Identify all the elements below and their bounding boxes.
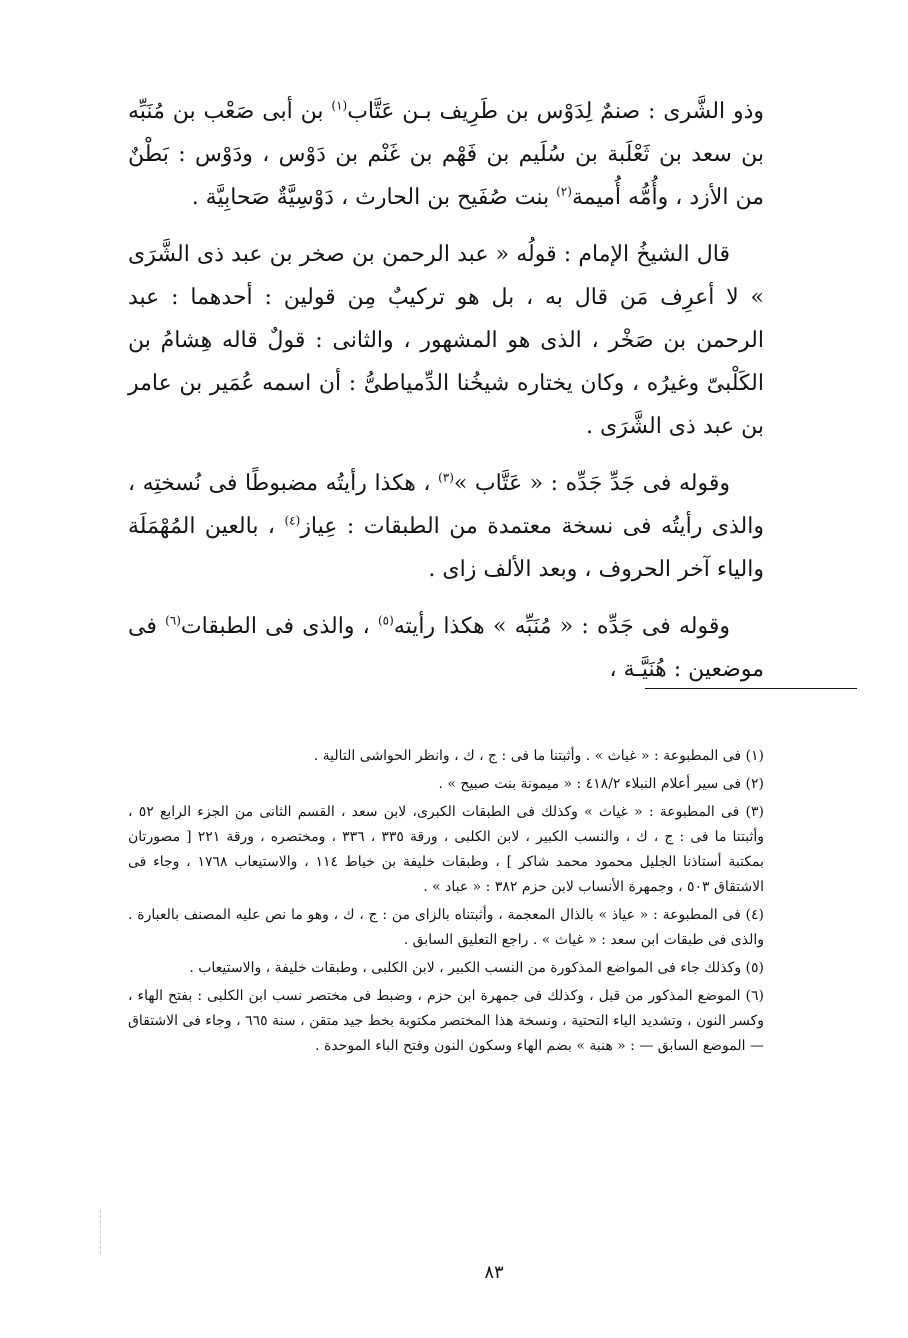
- main-paragraph-2: [128, 233, 764, 448]
- paragraph-text: وذو الشَّرى : صنمٌ لِدَوْس بن طَرِيف بـن عَتَّاب: [347, 99, 764, 124]
- paragraph-text: بن أبى صَعْب بن مُنَبِّه بن سعد بن ثَعْلَبة بن سُلَيم بن فَهْم بن غَنْم بن دَوْس ، ودَوْس : بَطْنٌ من الأزد ، وأُمُّه أُميمة: [128, 99, 764, 210]
- main-paragraph-4: [128, 605, 764, 691]
- paragraph-text: وقوله فى جَدِّ جَدِّه : « عَتَّاب »: [453, 471, 730, 496]
- footnote-2: (٢) فى سير أعلام النبلاء ٤١٨/٢ : « ميمونة بنت صبيح » .: [438, 776, 764, 792]
- footnote-marker: (٣): [438, 470, 454, 485]
- footnote-separator: [645, 688, 857, 689]
- main-paragraph-3: [128, 462, 764, 591]
- footnote-4: (٤) فى المطبوعة : « عياذ » بالذال المعجمة ، وأثبتناه بالزاى من : ج ، ك ، وهو ما نص عليه المصنف بالعبارة . والذى فى طبقات ابن سعد : « غياث » . راجع التعليق السابق .: [128, 907, 764, 948]
- paragraph-text: فى موضعين : هُنَيَّـة ،: [128, 614, 764, 682]
- footnotes-block: [128, 744, 764, 1062]
- footnote-marker: (١): [331, 98, 348, 113]
- footnote-1: (١) فى المطبوعة : « غياث » . وأثبتنا ما فى : ج ، ك ، وانظر الحواشى التالية .: [313, 748, 764, 764]
- main-paragraph-1: [128, 90, 764, 219]
- paragraph-text: وقوله فى جَدِّه : « مُنَبِّه » هكذا رأيته: [393, 614, 730, 639]
- footnote-5: (٥) وكذلك جاء فى المواضع المذكورة من النسب الكبير ، لابن الكلبى ، وطبقات خليفة ، والاستيعاب .: [189, 960, 764, 976]
- footnote-6: (٦) الموضع المذكور من قبل ، وكذلك فى جمهرة ابن حزم ، وضبط فى مختصر نسب ابن الكلبى : بفتح الهاء ، وكسر النون ، وتشديد الياء التحتية ، ونسخة هذا المختصر مكتوبة بخط جيد متقن ، سنة ٦٦٥ ، وجاء فى الاشتقاق — الموضع السابق — : « هنبة » بضم الهاء وسكون النون وفتح الباء الموحدة .: [128, 988, 764, 1054]
- paragraph-text: ، بالعين المُهْمَلَة والياء آخر الحروف ، وبعد الألف زاى .: [128, 514, 764, 582]
- page-number: ٨٣: [484, 1262, 504, 1283]
- margin-mark: [100, 1210, 101, 1254]
- footnote-marker: (٤): [284, 513, 301, 528]
- paragraph-text: بنت صُفَيح بن الحارث ، دَوْسِيَّةٌ صَحابِيَّة .: [191, 185, 557, 210]
- footnote-3: (٣) فى المطبوعة : « غياث » وكذلك فى الطبقات الكبرى، لابن سعد ، القسم الثانى من الجزء الرابع ٥٢ ، وأثبتنا ما فى : ج ، ك ، والنسب الكبير ، لابن الكلبى ، ورقة ٣٣٥ ، ٣٣٦ ، ومختصره ، ورقة ٢٢١ [ مصورتان بمكتبة أستاذنا الجليل محمود محمد شاكر ] ، وطبقات خليفة بن خياط ١١٤ ، والاستيعاب ١٧٦٨ ، وجاء فى الاشتقاق ٥٠٣ ، وجمهرة الأنساب لابن حزم ٣٨٢ : « عباد » .: [128, 804, 765, 895]
- footnote-marker: (٦): [165, 613, 181, 628]
- paragraph-text: ، هكذا رأيتُه مضبوطًا فى نُسختِه ، والذى رأيتُه فى نسخة معتمدة من الطبقات : عِياز: [128, 471, 764, 539]
- paragraph-text: قال الشيخُ الإمام : قولُه « عبد الرحمن بن صخر بن عبد ذى الشَّرَى » لا أعرِف مَن قال به ، بل هو تركيبٌ مِن قولين : أحدهما : عبد الرحمن بن صَخْر ، الذى هو المشهور ، والثانى : قولٌ قاله هِشامُ بن الكَلْبىّ وغيرُه ، وكان يختاره شيخُنا الدِّمياطىُّ : أن اسمه عُمَير بن عامر بن عبد ذى الشَّرَى .: [128, 242, 764, 439]
- main-text-block: [128, 90, 764, 705]
- footnote-marker: (٥): [377, 613, 394, 628]
- paragraph-text: ، والذى فى الطبقات: [180, 614, 378, 639]
- footnote-marker: (٢): [556, 184, 572, 199]
